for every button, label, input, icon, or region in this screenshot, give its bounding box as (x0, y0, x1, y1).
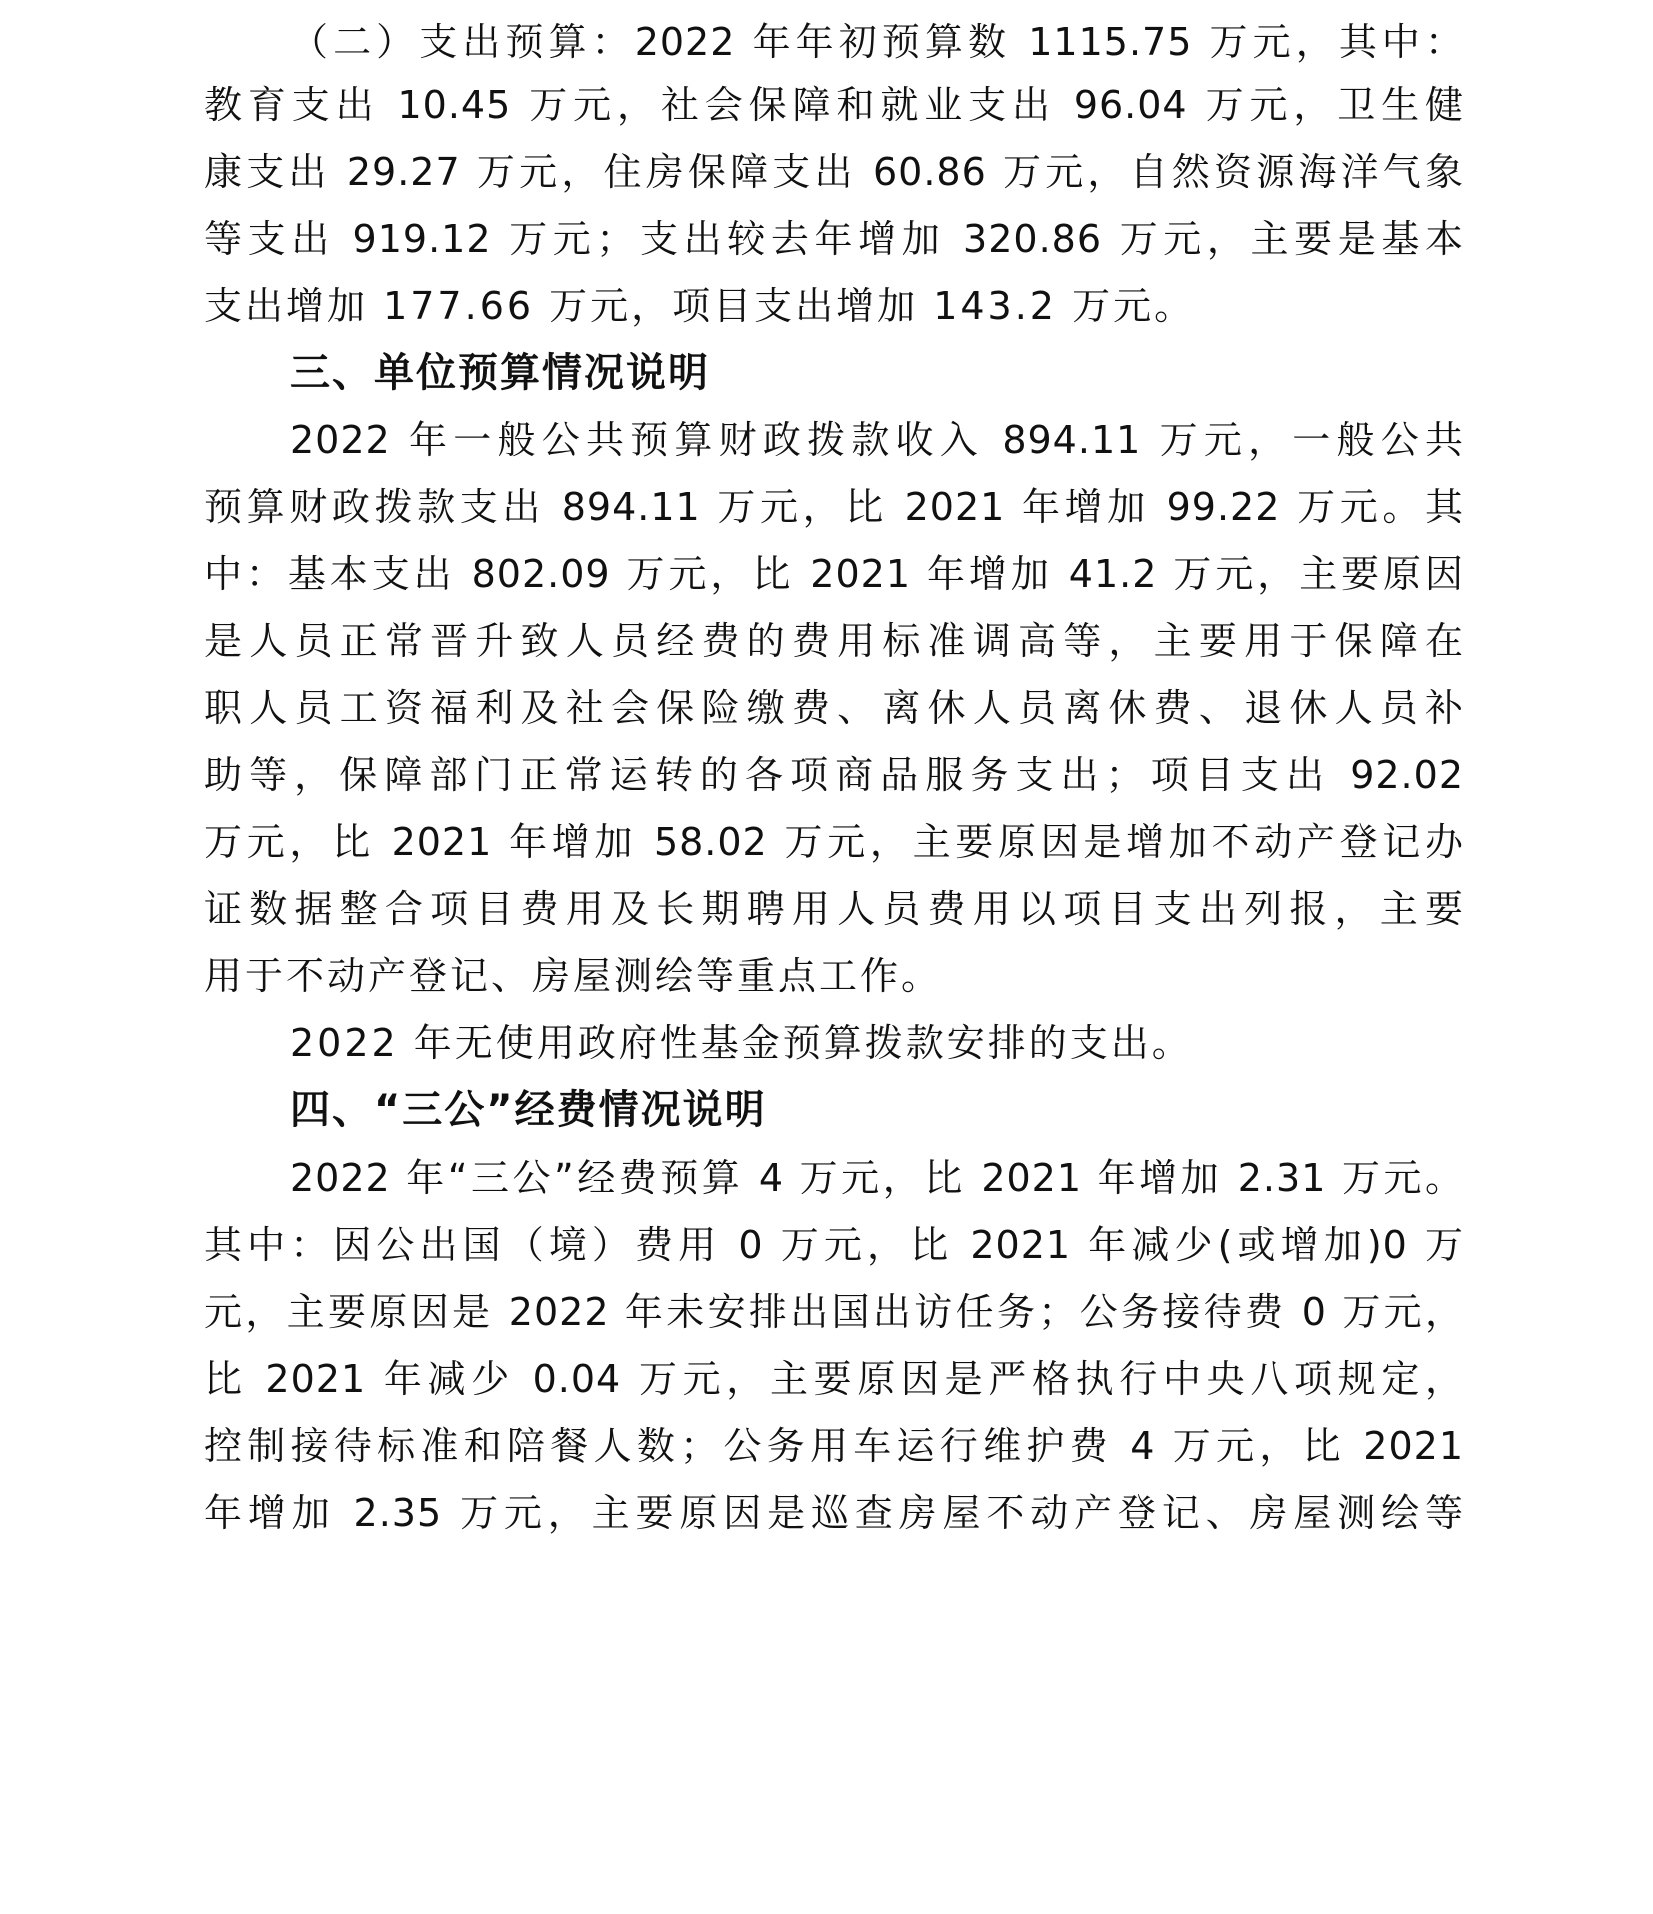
paragraph-line: 支出增加 177.66 万元，项目支出增加 143.2 万元。 (204, 284, 1196, 328)
paragraph-line: 其中：因公出国（境）费用 0 万元，比 2021 年减少(或增加)0 万 (204, 1223, 1464, 1267)
paragraph-line: 证数据整合项目费用及长期聘用人员费用以项目支出列报，主要 (204, 887, 1464, 931)
paragraph-line: 中：基本支出 802.09 万元，比 2021 年增加 41.2 万元，主要原因 (204, 552, 1464, 596)
paragraph-line: 元，主要原因是 2022 年未安排出国出访任务；公务接待费 0 万元， (204, 1290, 1464, 1334)
paragraph-line: 教育支出 10.45 万元，社会保障和就业支出 96.04 万元，卫生健 (204, 83, 1464, 127)
paragraph-line: 职人员工资福利及社会保险缴费、离休人员离休费、退休人员补 (204, 686, 1464, 730)
paragraph-line: 年增加 2.35 万元，主要原因是巡查房屋不动产登记、房屋测绘等 (204, 1491, 1464, 1535)
section-heading: 四、“三公”经费情况说明 (290, 1087, 767, 1133)
fund-note: 2022 年无使用政府性基金预算拨款安排的支出。 (290, 1021, 1193, 1065)
paragraph-line: 是人员正常晋升致人员经费的费用标准调高等，主要用于保障在 (204, 619, 1464, 663)
paragraph-line: 预算财政拨款支出 894.11 万元，比 2021 年增加 99.22 万元。其 (204, 485, 1464, 529)
paragraph-line: 比 2021 年减少 0.04 万元，主要原因是严格执行中央八项规定， (204, 1357, 1464, 1401)
paragraph-line: 控制接待标准和陪餐人数；公务用车运行维护费 4 万元，比 2021 (204, 1424, 1464, 1468)
paragraph-line: 助等，保障部门正常运转的各项商品服务支出；项目支出 92.02 (204, 753, 1464, 797)
paragraph-line: 2022 年“三公”经费预算 4 万元，比 2021 年增加 2.31 万元。 (290, 1156, 1464, 1200)
paragraph-line: 用于不动产登记、房屋测绘等重点工作。 (204, 954, 943, 998)
paragraph-line: 等支出 919.12 万元；支出较去年增加 320.86 万元，主要是基本 (204, 217, 1464, 261)
section-heading: 三、单位预算情况说明 (290, 350, 710, 396)
paragraph-line: 万元，比 2021 年增加 58.02 万元，主要原因是增加不动产登记办 (204, 820, 1464, 864)
paragraph-line: （二）支出预算：2022 年年初预算数 1115.75 万元，其中： (290, 20, 1464, 64)
paragraph-line: 康支出 29.27 万元，住房保障支出 60.86 万元，自然资源海洋气象 (204, 150, 1464, 194)
paragraph-line: 2022 年一般公共预算财政拨款收入 894.11 万元，一般公共 (290, 418, 1464, 462)
